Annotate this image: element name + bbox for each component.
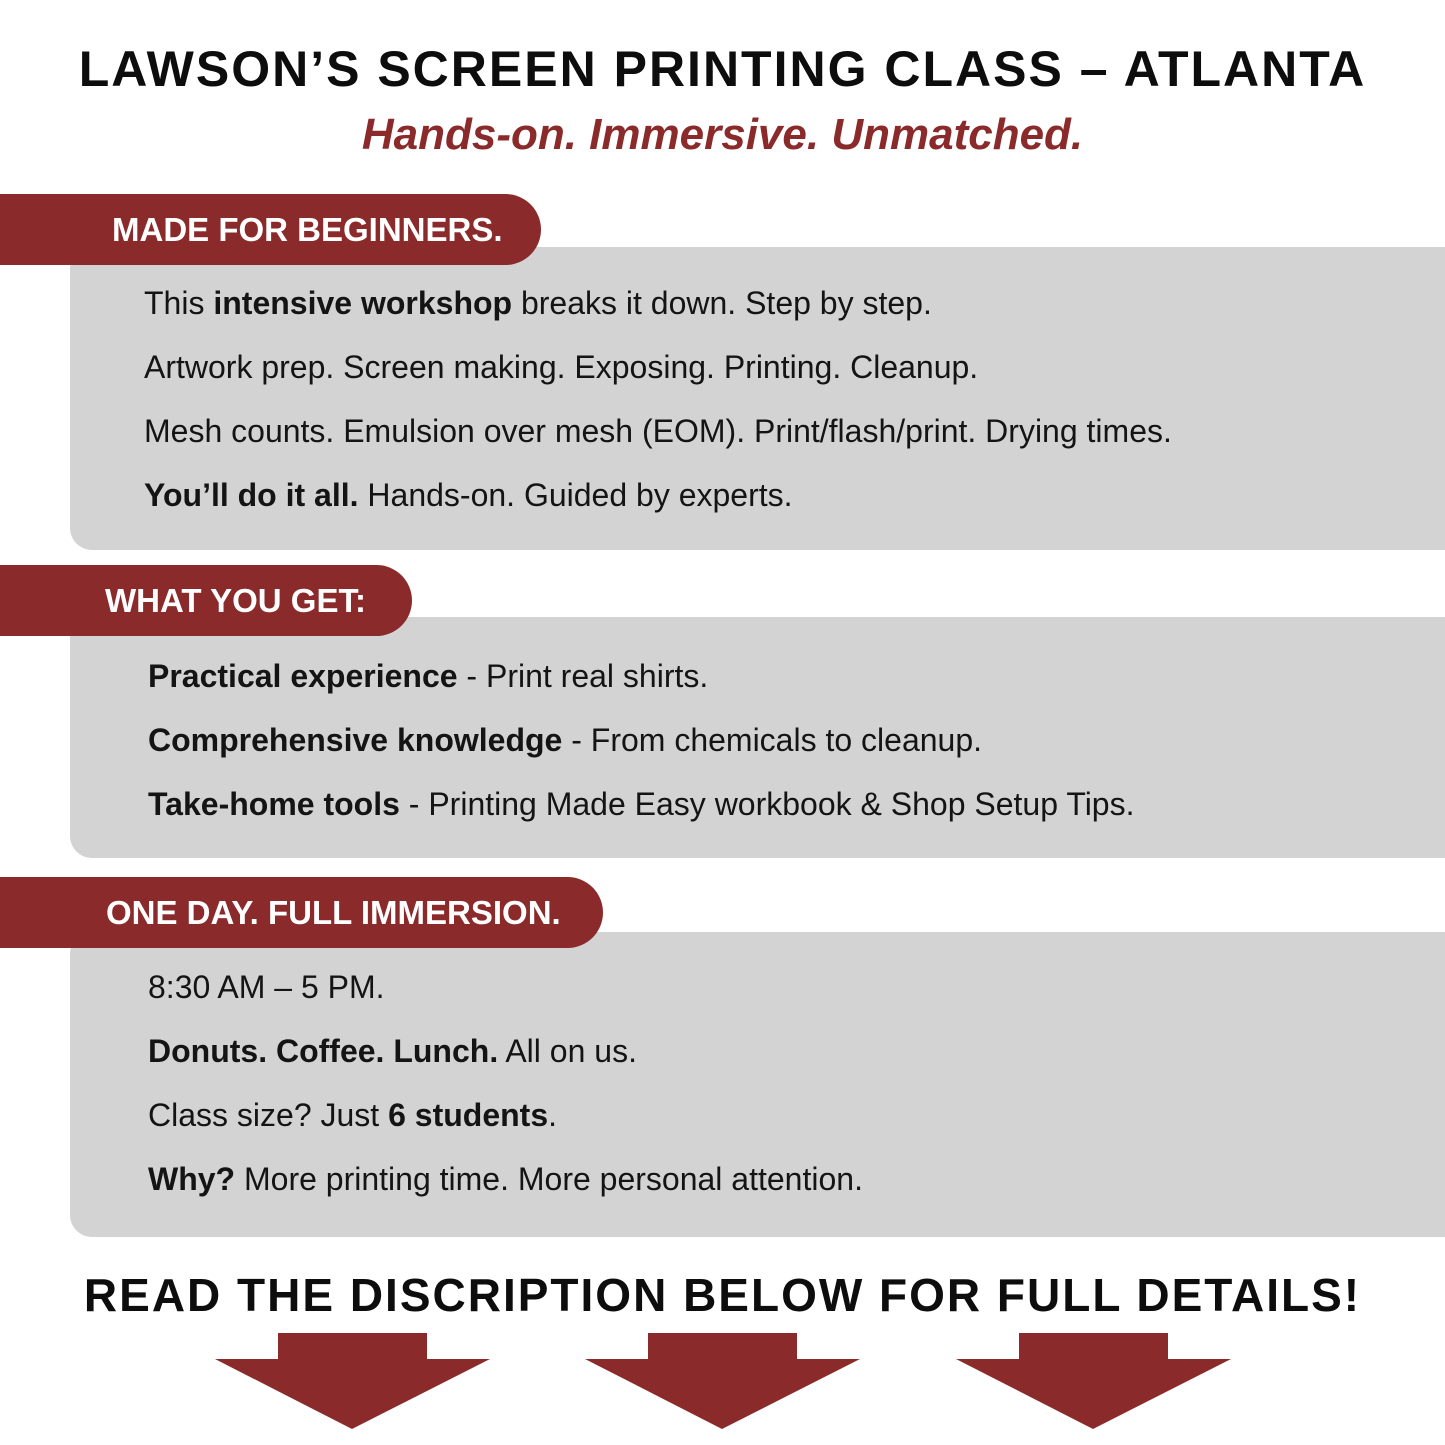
down-arrow-icon <box>585 1333 860 1429</box>
section-full-immersion-line: Why? More printing time. More personal attention. <box>148 1161 863 1197</box>
section-full-immersion-heading: ONE DAY. FULL IMMERSION. <box>0 877 603 948</box>
section-beginners-line: Mesh counts. Emulsion over mesh (EOM). Print/flash/print. Drying times. <box>144 413 1172 449</box>
down-arrow-icon <box>956 1333 1231 1429</box>
section-full-immersion-line: Class size? Just 6 students. <box>148 1097 557 1133</box>
section-what-you-get-line: Comprehensive knowledge - From chemicals to cleanup. <box>148 722 983 758</box>
read-description-callout: READ THE DISCRIPTION BELOW FOR FULL DETAILS! <box>83 1269 1362 1321</box>
page-title: LAWSON’S SCREEN PRINTING CLASS – ATLANTA <box>78 41 1367 97</box>
section-what-you-get-line: Practical experience - Print real shirts. <box>148 658 709 694</box>
section-full-immersion-line: 8:30 AM – 5 PM. <box>148 969 385 1005</box>
section-what-you-get-line: Take-home tools - Printing Made Easy workbook & Shop Setup Tips. <box>148 786 1135 822</box>
section-full-immersion-line: Donuts. Coffee. Lunch. All on us. <box>148 1033 637 1069</box>
section-beginners-line: You’ll do it all. Hands-on. Guided by experts. <box>144 477 793 513</box>
down-arrow-icon <box>215 1333 490 1429</box>
section-beginners-heading: MADE FOR BEGINNERS. <box>0 194 541 265</box>
section-what-you-get-heading: WHAT YOU GET: <box>0 565 412 636</box>
section-beginners-line: Artwork prep. Screen making. Exposing. Printing. Cleanup. <box>144 349 979 385</box>
section-beginners-line: This intensive workshop breaks it down. Step by step. <box>144 285 932 321</box>
tagline: Hands-on. Immersive. Unmatched. <box>361 110 1084 159</box>
